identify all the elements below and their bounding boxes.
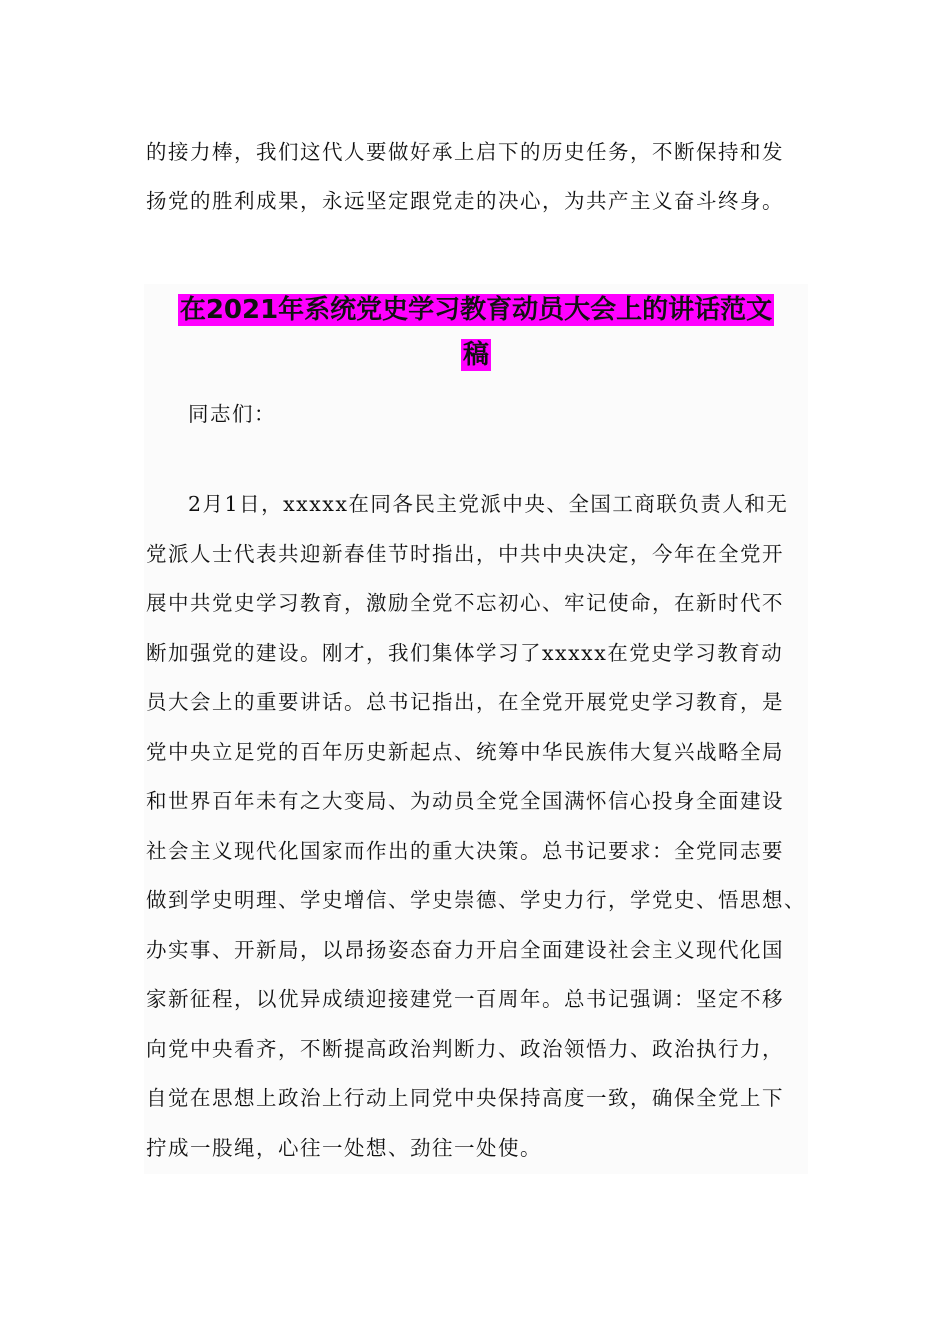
text-line: 展中共党史学习教育，激励全党不忘初心、牢记使命，在新时代不 xyxy=(146,591,784,615)
text-line: 拧成一股绳，心往一处想、劲往一处使。 xyxy=(146,1135,542,1160)
text-line: 党中央立足党的百年历史新起点、统筹中华民族伟大复兴战略全局 xyxy=(146,739,784,764)
text-line: 2月1日，xxxxx在同各民主党派中央、全国工商联负责人和无 xyxy=(188,492,789,516)
text-line: 家新征程，以优异成绩迎接建党一百周年。总书记强调：坚定不移 xyxy=(146,987,784,1011)
text-line: 扬党的胜利成果，永远坚定跟党走的决心，为共产主义奋斗终身。 xyxy=(146,189,784,213)
text-line: 员大会上的重要讲话。总书记指出，在全党开展党史学习教育，是 xyxy=(146,690,784,714)
text-line: 向党中央看齐，不断提高政治判断力、政治领悟力、政治执行力， xyxy=(146,1036,784,1061)
article-section xyxy=(144,284,808,1174)
article-title xyxy=(144,284,808,378)
text-line: 自觉在思想上政治上行动上同党中央保持高度一致，确保全党上下 xyxy=(146,1086,784,1110)
title-line-2: 稿 xyxy=(462,340,489,370)
previous-paragraph xyxy=(146,128,806,226)
text-line: 和世界百年未有之大变局、为动员全党全国满怀信心投身全面建设 xyxy=(146,789,784,813)
title-line-1: 在2021年系统党史学习教育动员大会上的讲话范文 xyxy=(179,295,773,325)
text-line: 办实事、开新局，以昂扬姿态奋力开启全面建设社会主义现代化国 xyxy=(146,937,784,962)
text-line: 的接力棒，我们这代人要做好承上启下的历史任务，不断保持和发 xyxy=(146,140,784,164)
text-line: 断加强党的建设。刚才，我们集体学习了xxxxx在党史学习教育动 xyxy=(146,640,784,665)
text-line: 社会主义现代化国家而作出的重大决策。总书记要求：全党同志要 xyxy=(146,838,784,863)
text-line: 党派人士代表共迎新春佳节时指出，中共中央决定，今年在全党开 xyxy=(146,541,784,566)
greeting: 同志们： xyxy=(188,402,276,426)
text-line: 做到学史明理、学史增信、学史崇德、学史力行，学党史、悟思想、 xyxy=(146,888,806,912)
article-body xyxy=(146,480,810,1173)
